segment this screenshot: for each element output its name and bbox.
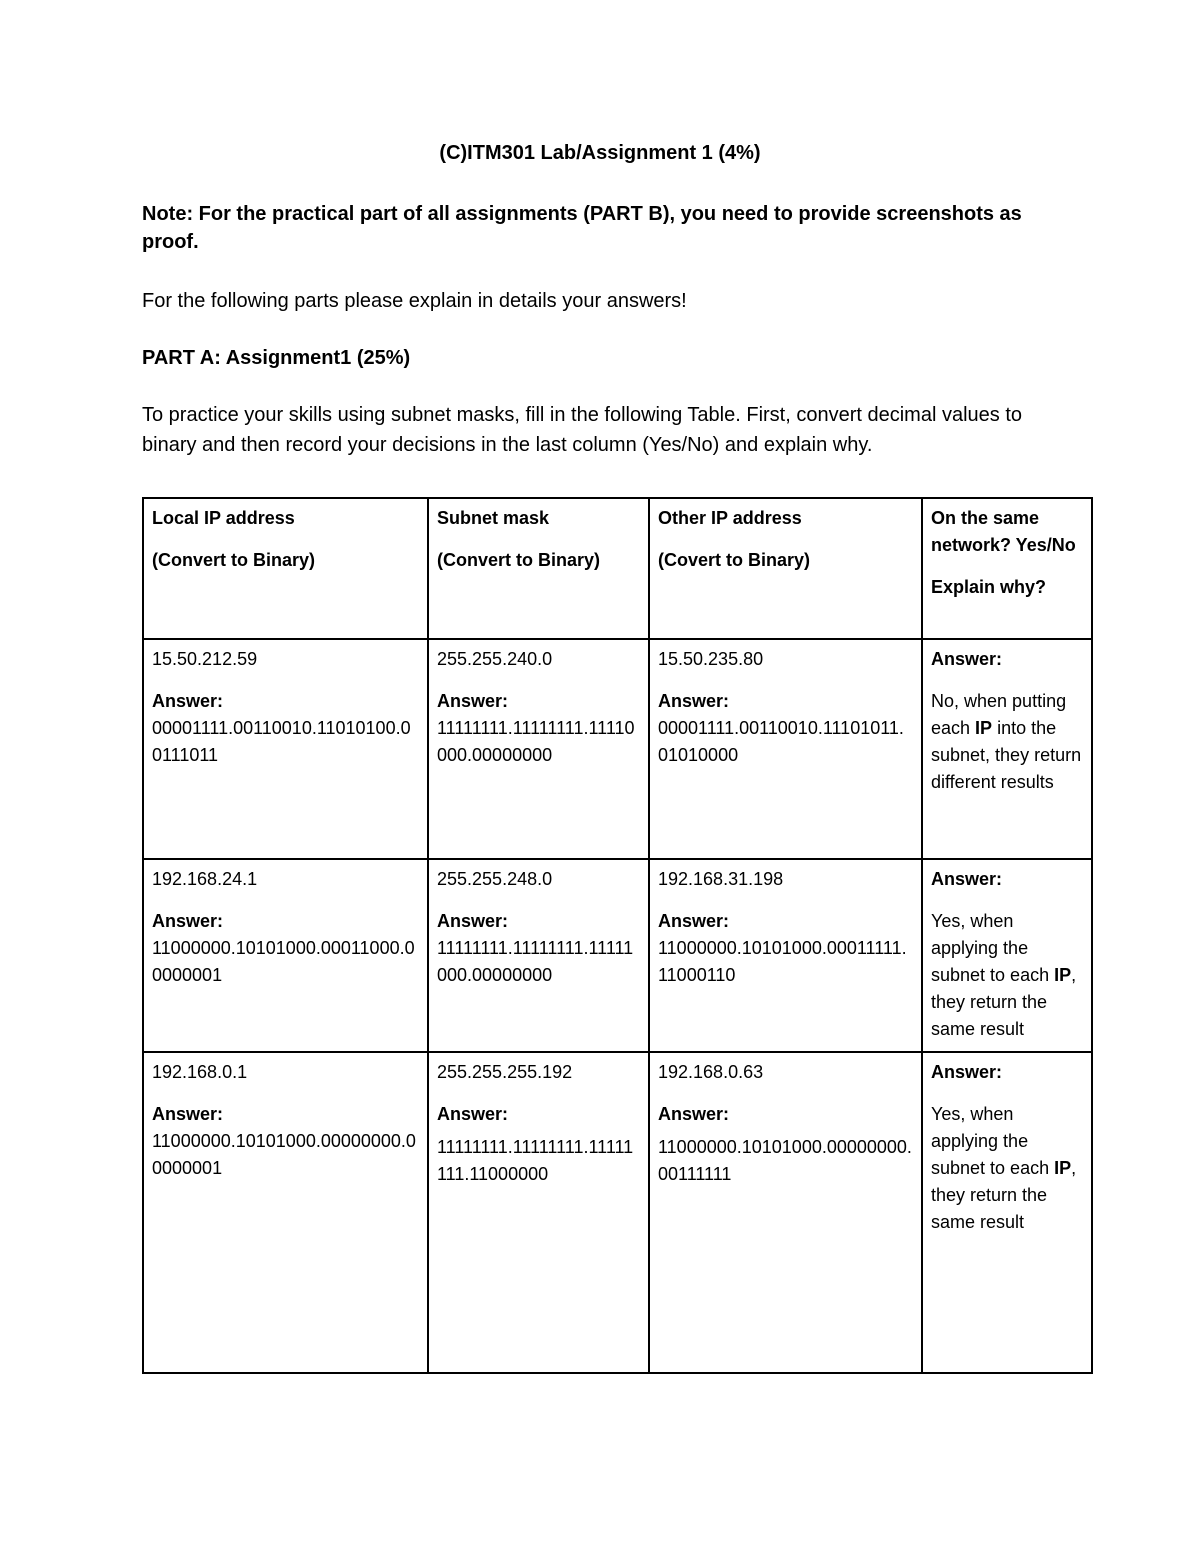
header-mask-title: Subnet mask [437,508,550,528]
local-ip-cell [143,639,428,859]
other-ip-binary: 00001111.00110010.11101011.01010000 [658,718,904,765]
answer-label: Answer: [931,869,1003,889]
decision-text-bold: IP [975,718,993,738]
decision-text-bold: IP [1054,1158,1072,1178]
header-decision-sub: Explain why? [931,577,1047,597]
other-ip-value: 192.168.31.198 [658,869,784,889]
table-row [143,639,1092,859]
subnet-mask-cell [428,859,649,1052]
decision-text-post: into the subnet, they return different results [931,718,1082,792]
table-row [143,859,1092,1052]
other-ip-cell [649,639,922,859]
answer-label: Answer: [152,1104,224,1124]
header-other-title: Other IP address [658,508,802,528]
header-subnet-mask [428,498,649,639]
other-ip-value: 192.168.0.63 [658,1062,764,1082]
subnet-mask-value: 255.255.255.192 [437,1062,573,1082]
other-ip-cell [649,859,922,1052]
decision-cell [922,859,1092,1052]
part-a-heading: PART A: Assignment1 (25%) [142,347,411,369]
answer-label: Answer: [437,1104,509,1124]
local-ip-binary: 11000000.10101000.00000000.00000001 [152,1131,416,1178]
header-other-sub: (Covert to Binary) [658,550,811,570]
answer-label: Answer: [437,691,509,711]
note-text: Note: For the practical part of all assignments (PART B), you need to provide screenshots as proof. [142,203,1022,253]
answer-label: Answer: [931,649,1003,669]
instruction-text: For the following parts please explain in details your answers! [142,290,687,312]
header-decision-title: On the same network? Yes/No [931,508,1076,555]
decision-text-bold: IP [1054,965,1072,985]
local-ip-value: 15.50.212.59 [152,649,258,669]
header-local-sub: (Convert to Binary) [152,550,316,570]
practice-text: To practice your skills using subnet masks, fill in the following Table. First, convert decimal values to binary and then record your decisions in the last column (Yes/No) and explain why. [142,404,1023,456]
header-decision [922,498,1092,639]
answer-label: Answer: [931,1062,1003,1082]
header-other-ip [649,498,922,639]
header-local-ip [143,498,428,639]
decision-text-post: , they return the same result [931,965,1077,1039]
decision-cell [922,1052,1092,1373]
decision-explanation [931,688,1083,796]
answer-label: Answer: [658,691,730,711]
other-ip-binary: 11000000.10101000.00000000.00111111 [658,1137,912,1184]
header-local-title: Local IP address [152,508,295,528]
decision-text-post: , they return the same result [931,1158,1077,1232]
subnet-table [142,497,1093,1374]
decision-explanation [931,908,1083,1043]
local-ip-cell [143,859,428,1052]
local-ip-cell [143,1052,428,1373]
document-title: (C)ITM301 Lab/Assignment 1 (4%) [439,142,761,164]
decision-text-pre: Yes, when applying the subnet to each [931,911,1055,985]
answer-label: Answer: [152,691,224,711]
subnet-mask-value: 255.255.248.0 [437,869,553,889]
decision-cell [922,639,1092,859]
answer-label: Answer: [658,911,730,931]
subnet-mask-cell [428,1052,649,1373]
local-ip-value: 192.168.24.1 [152,869,258,889]
table-header-row [143,498,1092,639]
subnet-mask-binary: 11111111.11111111.11110000.00000000 [437,718,635,765]
decision-explanation [931,1101,1083,1236]
subnet-mask-binary: 11111111.11111111.11111000.00000000 [437,938,634,985]
local-ip-binary: 00001111.00110010.11010100.00111011 [152,718,411,765]
decision-text-pre: No, when putting each [931,691,1067,738]
local-ip-binary: 11000000.10101000.00011000.00000001 [152,938,415,985]
answer-label: Answer: [152,911,224,931]
subnet-mask-binary: 11111111.11111111.11111111.11000000 [437,1137,634,1184]
answer-label: Answer: [658,1104,730,1124]
subnet-mask-value: 255.255.240.0 [437,649,553,669]
answer-label: Answer: [437,911,509,931]
other-ip-cell [649,1052,922,1373]
other-ip-binary: 11000000.10101000.00011111.11000110 [658,938,907,985]
other-ip-value: 15.50.235.80 [658,649,764,669]
header-mask-sub: (Convert to Binary) [437,550,601,570]
table-row [143,1052,1092,1373]
local-ip-value: 192.168.0.1 [152,1062,248,1082]
subnet-mask-cell [428,639,649,859]
decision-text-pre: Yes, when applying the subnet to each [931,1104,1055,1178]
